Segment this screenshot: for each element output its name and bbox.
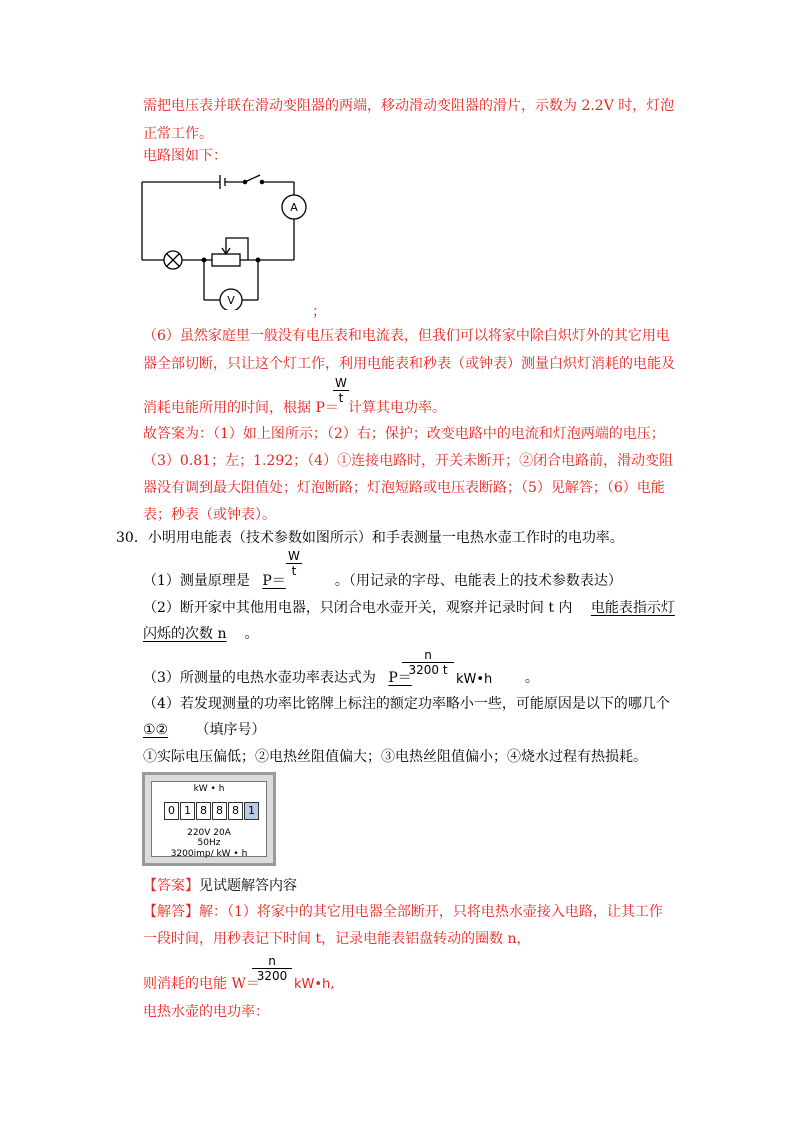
sub-question-2: （2）断开家中其他用电器，只闭合电水壶开关，观察并记录时间 t 内 电能表指示灯 (143, 600, 675, 616)
meter-digits (164, 802, 260, 820)
unit-label: kW•h (456, 672, 493, 687)
circuit-diagram (136, 170, 316, 310)
rheostat-symbol (212, 254, 240, 266)
electricity-meter-figure (142, 772, 276, 866)
answer-summary-line: 器没有调到最大阻值处；灯泡断路；灯泡短路或电压表断路；（5）见解答；（6）电能 (143, 480, 665, 496)
semicolon: ； (312, 304, 326, 320)
meter-unit: kW • h (193, 784, 225, 794)
sub-question-4-cont: ①② （填序号） (143, 722, 266, 738)
question-stem: 30．小明用电能表（技术参数如图所示）和手表测量一电热水壶工作时的电功率。 (116, 530, 624, 546)
sub-question-3: （3）所测量的电热水壶功率表达式为 P＝ 。 (143, 670, 539, 686)
answer-blank: P＝ (262, 573, 286, 589)
switch-blade (245, 175, 260, 182)
answer-summary-line: （3）0.81；左；1.292；（4）①连接电路时，开关未断开；②闭合电路前，滑动变阻 (143, 453, 674, 469)
answer-blank: P＝ (388, 670, 412, 686)
meter-digit: 8 (228, 802, 243, 820)
answer-tag: 【答案】 (143, 878, 199, 894)
meter-digit: 0 (164, 802, 179, 820)
text-line: 计算其电功率。 (348, 400, 446, 416)
solution-line: 一段时间，用秒表记下时间 t，记录电能表铝盘转动的圈数 n， (143, 931, 531, 947)
meter-digit: 8 (212, 802, 227, 820)
fraction-w-over-t: $\frac{W}{t}$ (335, 376, 347, 405)
answer-blank: 电能表指示灯 (590, 600, 675, 616)
sub-question-4: （4）若发现测量的功率比铭牌上标注的额定功率略小一些，可能原因是以下的哪几个 (143, 696, 670, 712)
solution-line: 【解答】解：（1）将家中的其它用电器全部断开，只将电热水壶接入电路，让其工作 (143, 904, 663, 920)
meter-spec: 50Hz (197, 838, 221, 848)
answer-blank: ①② (143, 722, 169, 738)
meter-spec: 220V 20A (187, 828, 231, 838)
options-line: ①实际电压偏低；②电热丝阻值偏大；③电热丝阻值偏小；④烧水过程有热损耗。 (143, 749, 647, 765)
ammeter-label: A (290, 201, 298, 214)
solution-tag: 【解答】 (143, 904, 199, 920)
voltmeter-label: V (227, 294, 235, 307)
unit-label: kW•h, (294, 977, 335, 992)
answer-summary-line: 表；秒表（或钟表）。 (143, 507, 276, 523)
solution-line: 电热水壶的电功率： (143, 1004, 269, 1020)
text-line: 电路图如下： (143, 148, 227, 164)
text-line: 消耗电能所用的时间，根据 P＝ (143, 400, 339, 416)
solution-line: 则消耗的电能 W＝ (143, 976, 260, 992)
meter-digit: 1 (180, 802, 195, 820)
sub-question-1: （1）测量原理是 P＝ 。（用记录的字母、电能表上的技术参数表达） (143, 573, 622, 589)
sub-question-2-cont: 闪烁的次数 n 。 (143, 626, 259, 642)
fraction-w-over-t: $\frac{W}{t}$ (288, 549, 300, 578)
fraction-n-over-3200t: $\frac{n}{3200 t}$ (402, 648, 454, 677)
fraction-n-over-3200: $\frac{n}{3200}$ (252, 954, 292, 983)
answer-blank: 闪烁的次数 n (143, 626, 227, 642)
answer-line: 【答案】见试题解答内容 (143, 878, 297, 894)
text-line: （6）虽然家庭里一般没有电压表和电流表，但我们可以将家中除白炽灯外的其它用电 (143, 328, 670, 344)
meter-spec: 3200imp/ kW • h (170, 849, 248, 859)
meter-digit-decimal: 1 (244, 802, 259, 820)
meter-digit: 8 (196, 802, 211, 820)
text-line: 需把电压表并联在滑动变阻器的两端，移动滑动变阻器的滑片，示数为 2.2V 时，灯泡 (143, 98, 675, 114)
text-line: 正常工作。 (143, 126, 213, 142)
answer-summary-line: 故答案为：（1）如上图所示；（2）右；保护；改变电路中的电流和灯泡两端的电压； (143, 426, 665, 442)
text-line: 器全部切断，只让这个灯工作，利用电能表和秒表（或钟表）测量白炽灯消耗的电能及 (143, 356, 675, 372)
